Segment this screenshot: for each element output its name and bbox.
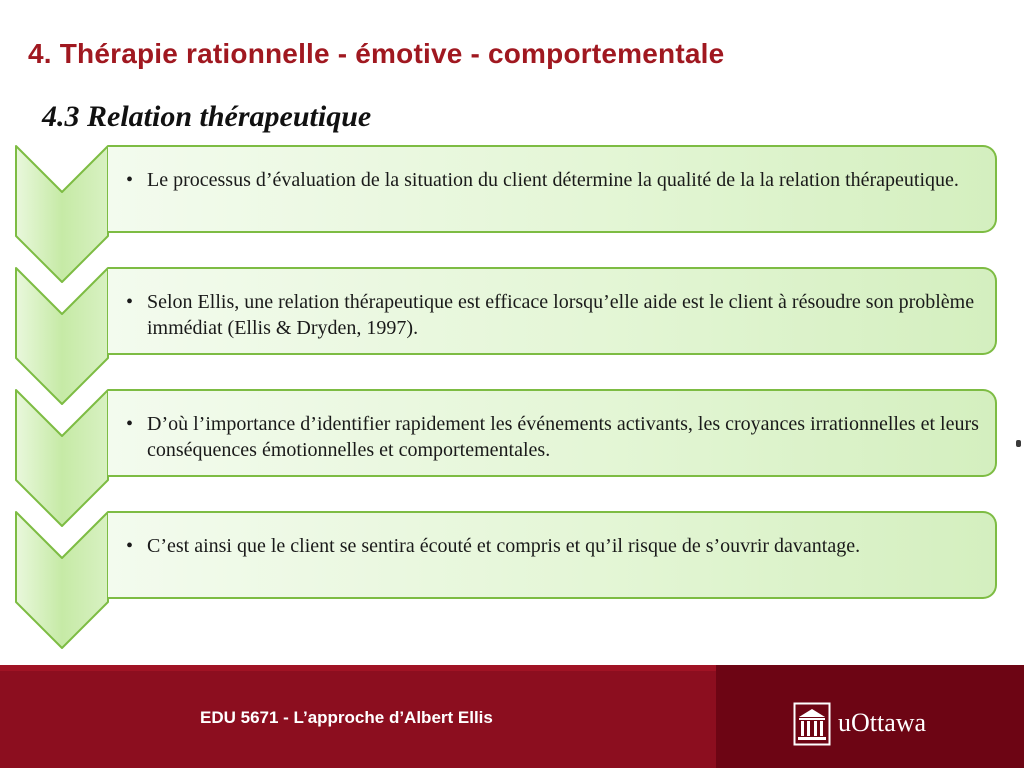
step-3-text: D’où l’importance d’identifier rapidement les événements activants, les croyances irrationnelles et leurs conséquences émotionnelles et comportementales. (147, 413, 979, 461)
bullet-dot: • (126, 413, 134, 435)
step-3-bullet-item (126, 411, 989, 463)
step-1-text: Le processus d’évaluation de la situation du client détermine la qualité de la la relation thérapeutique. (147, 169, 959, 191)
slide-subtitle: 4.3 Relation thérapeutique (42, 100, 372, 133)
bullet-dot: • (126, 291, 134, 313)
slide-title: 4. Thérapie rationnelle - émotive - comportementale (28, 38, 725, 69)
step-box-4 (108, 511, 997, 599)
footer-course-label: EDU 5671 - L’approche d’Albert Ellis (200, 708, 493, 727)
step-4-text: C’est ainsi que le client se sentira écouté et compris et qu’il risque de s’ouvrir davantage. (147, 535, 861, 557)
chevron-3 (16, 390, 108, 526)
step-4-bullet-item (126, 533, 989, 559)
edge-mark (1016, 440, 1021, 447)
chevron-2 (16, 268, 108, 404)
uottawa-logo-text: uOttawa (838, 708, 927, 737)
step-1-bullet-item (126, 167, 989, 193)
step-2-bullet-item (126, 289, 989, 341)
bullet-dot: • (126, 535, 134, 557)
step-box-1 (108, 145, 997, 233)
chevron-4 (16, 512, 108, 648)
chevron-1 (16, 146, 108, 282)
step-box-3 (108, 389, 997, 477)
step-box-2 (108, 267, 997, 355)
university-building-icon (793, 702, 831, 746)
step-2-text: Selon Ellis, une relation thérapeutique est efficace lorsqu’elle aide est le client à résoudre son problème immédiat (Ellis & Dryden, 1997). (147, 291, 975, 339)
bullet-dot: • (126, 169, 134, 191)
